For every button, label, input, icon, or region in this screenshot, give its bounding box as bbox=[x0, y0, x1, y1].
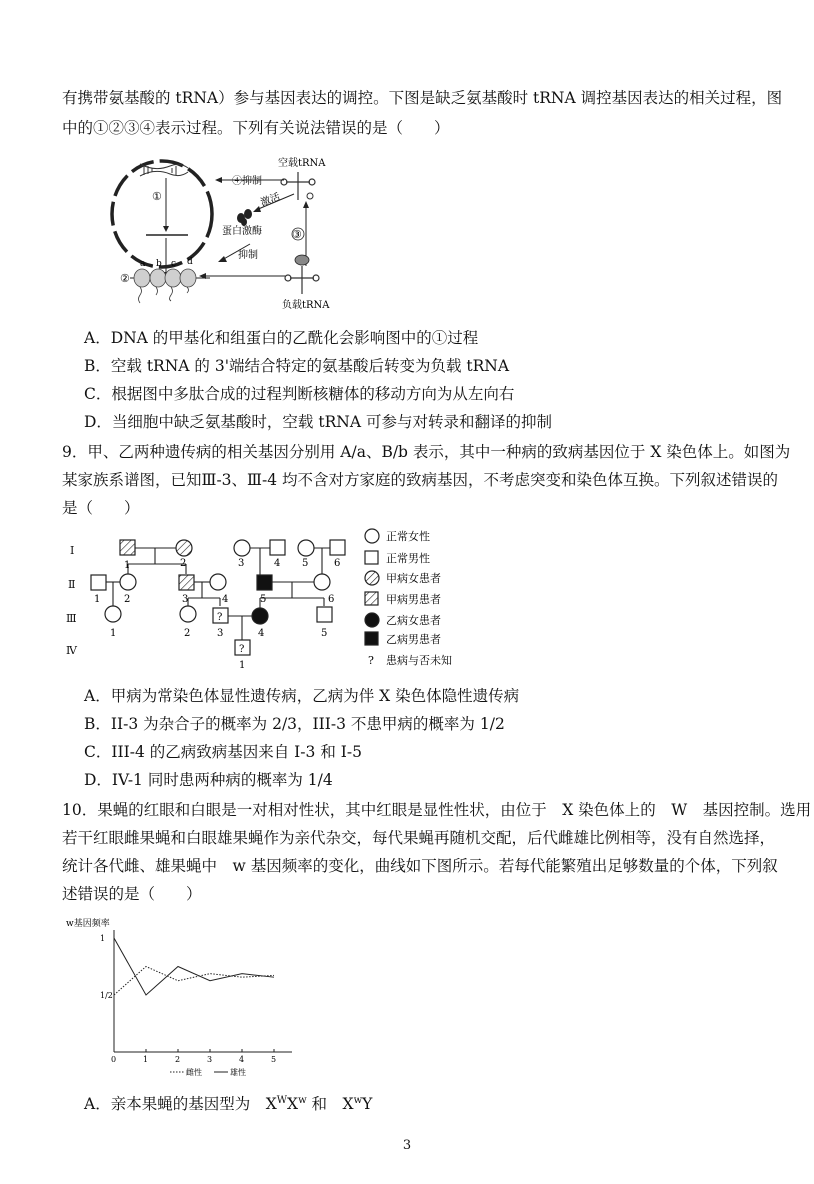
ribosomes bbox=[134, 269, 196, 287]
pedigree-ii-6-number: 6 bbox=[328, 594, 335, 605]
nucleus-outline bbox=[112, 161, 212, 267]
ribosome-c-label: c bbox=[171, 259, 177, 269]
pedigree-i-1-number: 1 bbox=[124, 560, 131, 571]
pedigree-i-5 bbox=[298, 540, 314, 556]
activate-label: 激活 bbox=[259, 191, 282, 209]
loaded-trna-icon bbox=[285, 266, 319, 294]
q10-option-a[interactable] bbox=[84, 1092, 372, 1114]
pedigree-iii-2 bbox=[180, 606, 196, 622]
pedigree-iv-1-unknown: ? bbox=[239, 644, 245, 655]
q9-option-d[interactable]: D．IV-1 同时患两种病的概率为 1/4 bbox=[84, 771, 333, 789]
chart-x-tick-label: 2 bbox=[175, 1055, 181, 1064]
generation-ii-label: Ⅱ bbox=[68, 578, 76, 591]
pedigree-ii-1 bbox=[91, 575, 106, 590]
chart-x-tick-label: 3 bbox=[207, 1055, 213, 1064]
chart-legend-label: 雌性 bbox=[186, 1068, 202, 1077]
pedigree-i-4-number: 4 bbox=[274, 558, 281, 569]
q8-option-a[interactable]: A．DNA 的甲基化和组蛋白的乙酰化会影响图中的①过程 bbox=[84, 329, 479, 347]
chart-x-tick-label: 0 bbox=[111, 1055, 117, 1064]
pedigree-ii-1-number: 1 bbox=[94, 594, 101, 605]
q10-stem-line-3: 统计各代雌、雄果蝇中 w 基因频率的变化，曲线如下图所示。若每代能繁殖出足够数量的个体，下列叙 bbox=[62, 857, 778, 875]
pedigree-iii-4-number: 4 bbox=[258, 628, 265, 639]
page-number: 3 bbox=[402, 1138, 412, 1153]
chart-x-tick-label: 1 bbox=[143, 1055, 149, 1064]
pedigree-iii-3-number: 3 bbox=[217, 628, 224, 639]
pedigree-ii-3-number: 3 bbox=[182, 594, 189, 605]
pedigree-ii-4-number: 4 bbox=[222, 594, 229, 605]
q10-option-a-and: 和 X bbox=[306, 1095, 354, 1113]
ribosome-a-label: a bbox=[140, 259, 146, 269]
pedigree-ii-6 bbox=[314, 574, 330, 590]
w-frequency-chart bbox=[60, 912, 300, 1084]
pedigree-iii-1 bbox=[105, 606, 121, 622]
q9-stem-line-2: 某家族系谱图，已知Ⅲ-3、Ⅲ-4 均不含对方家庭的致病基因，不考虑突变和染色体互换。下列叙述错误的 bbox=[62, 471, 779, 489]
empty-trna-label: 空载tRNA bbox=[278, 158, 326, 169]
pedigree-iii-1-number: 1 bbox=[110, 628, 117, 639]
q10-stem-line-2: 若干红眼雌果蝇和白眼雄果蝇作为亲代杂交，每代果蝇再随机交配，后代雌雄比例相等，没有自然选择， bbox=[62, 829, 776, 847]
legend-normal-female: 正常女性 bbox=[386, 530, 430, 543]
ribosome-d-label: d bbox=[187, 257, 193, 267]
generation-iii-label: Ⅲ bbox=[66, 612, 77, 625]
empty-trna-icon bbox=[281, 172, 315, 200]
q8-option-c[interactable]: C．根据图中多肽合成的过程判断核糖体的移动方向为从左向右 bbox=[84, 385, 515, 403]
q10-option-a-sup3: w bbox=[353, 1094, 363, 1106]
legend-yi-female: 乙病女患者 bbox=[386, 614, 441, 627]
legend-jia-female: 甲病女患者 bbox=[386, 572, 441, 585]
pedigree-ii-4 bbox=[210, 574, 226, 590]
pedigree-i-6 bbox=[330, 540, 345, 555]
q10-option-a-sup2: w bbox=[298, 1094, 307, 1106]
process-4-label: ④抑制 bbox=[232, 176, 262, 187]
pedigree-ii-5-number: 5 bbox=[260, 594, 267, 605]
legend-unknown: 患病与否未知 bbox=[386, 654, 452, 667]
process-1-label: ① bbox=[152, 190, 162, 203]
process-3-label: ③ bbox=[292, 228, 302, 241]
pedigree-chart bbox=[60, 526, 480, 674]
chart-x-tick-label: 5 bbox=[271, 1055, 277, 1064]
legend-yi-male: 乙病男患者 bbox=[386, 633, 441, 646]
pedigree-ii-2-number: 2 bbox=[124, 594, 131, 605]
q10-option-a-mid: X bbox=[287, 1095, 299, 1113]
pedigree-iii-5 bbox=[317, 607, 332, 622]
pedigree-iii-2-number: 2 bbox=[184, 628, 191, 639]
pedigree-i-3 bbox=[234, 540, 250, 556]
pedigree-iii-4 bbox=[252, 608, 268, 624]
generation-iv-label: Ⅳ bbox=[66, 644, 77, 657]
pedigree-i-4 bbox=[270, 540, 285, 555]
pedigree-ii-2 bbox=[120, 574, 136, 590]
q10-stem-line-1: 10．果蝇的红眼和白眼是一对相对性状，其中红眼是显性性状，由位于 X 染色体上的 W 基因控制。选用 bbox=[62, 801, 812, 819]
pedigree-iv-1-number: 1 bbox=[239, 660, 246, 671]
chart-y-tick-label: 1 bbox=[100, 934, 106, 943]
loaded-trna-label: 负载tRNA bbox=[282, 300, 330, 311]
chart-legend-label: 雄性 bbox=[230, 1068, 246, 1077]
q8-option-b[interactable]: B．空载 tRNA 的 3'端结合特定的氨基酸后转变为负载 tRNA bbox=[84, 357, 510, 375]
generation-i-label: Ⅰ bbox=[70, 544, 75, 557]
chart-series-line-male bbox=[114, 938, 274, 995]
pedigree-legend bbox=[365, 529, 452, 667]
q10-stem-line-4: 述错误的是（ ） bbox=[62, 885, 202, 903]
q9-option-b[interactable]: B．II-3 为杂合子的概率为 2/3，III-3 不患甲病的概率为 1/2 bbox=[84, 715, 505, 733]
q9-stem-line-1: 9．甲、乙两种遗传病的相关基因分别用 A/a、B/b 表示，其中一种病的致病基因位于 X 染色体上。如图为 bbox=[62, 443, 791, 461]
inhibit-label: 抑制 bbox=[238, 250, 258, 261]
q8-option-d[interactable]: D．当细胞中缺乏氨基酸时，空载 tRNA 可参与对转录和翻译的抑制 bbox=[84, 413, 552, 431]
process-2-label: ② bbox=[120, 272, 130, 285]
pedigree-ii-3 bbox=[179, 575, 194, 590]
legend-normal-male: 正常男性 bbox=[386, 552, 430, 565]
pedigree-i-2-number: 2 bbox=[180, 558, 187, 569]
chart-y-axis-label: w基因频率 bbox=[66, 919, 110, 929]
legend-jia-male: 甲病男患者 bbox=[386, 593, 441, 606]
q10-option-a-sup1: W bbox=[276, 1094, 288, 1106]
pedigree-i-2 bbox=[176, 540, 192, 556]
ribosome-b-label: b bbox=[156, 259, 162, 269]
amino-acid-icon bbox=[295, 255, 309, 265]
peptide-chains bbox=[139, 287, 189, 303]
kinase-label: 蛋白激酶 bbox=[222, 226, 262, 237]
q9-option-a[interactable]: A．甲病为常染色体显性遗传病，乙病为伴 X 染色体隐性遗传病 bbox=[84, 687, 520, 705]
pedigree-i-6-number: 6 bbox=[334, 558, 341, 569]
legend-unknown-symbol: ? bbox=[368, 654, 374, 667]
pedigree-i-3-number: 3 bbox=[238, 558, 245, 569]
chart-y-tick-label: 1/2 bbox=[100, 991, 113, 1000]
q10-option-a-prefix: A．亲本果蝇的基因型为 X bbox=[84, 1095, 277, 1113]
pedigree-i-1 bbox=[120, 540, 135, 555]
pedigree-i-5-number: 5 bbox=[302, 558, 309, 569]
q9-option-c[interactable]: C．III-4 的乙病致病基因来自 I-3 和 I-5 bbox=[84, 743, 362, 761]
pedigree-iii-5-number: 5 bbox=[321, 628, 328, 639]
pedigree-ii-5 bbox=[257, 575, 272, 590]
kinase-icon bbox=[237, 209, 252, 226]
q8-stem-line-1: 有携带氨基酸的 tRNA）参与基因表达的调控。下图是缺乏氨基酸时 tRNA 调控基因表达的相关过程，图 bbox=[62, 89, 783, 107]
chart-x-tick-label: 4 bbox=[239, 1055, 245, 1064]
pedigree-iii-3-unknown: ? bbox=[217, 612, 223, 623]
q9-stem-line-3: 是（ ） bbox=[62, 499, 140, 517]
q8-stem-line-2: 中的①②③④表示过程。下列有关说法错误的是（ ） bbox=[62, 119, 450, 137]
q10-option-a-end: Y bbox=[362, 1095, 373, 1113]
trna-regulation-diagram bbox=[110, 148, 350, 314]
